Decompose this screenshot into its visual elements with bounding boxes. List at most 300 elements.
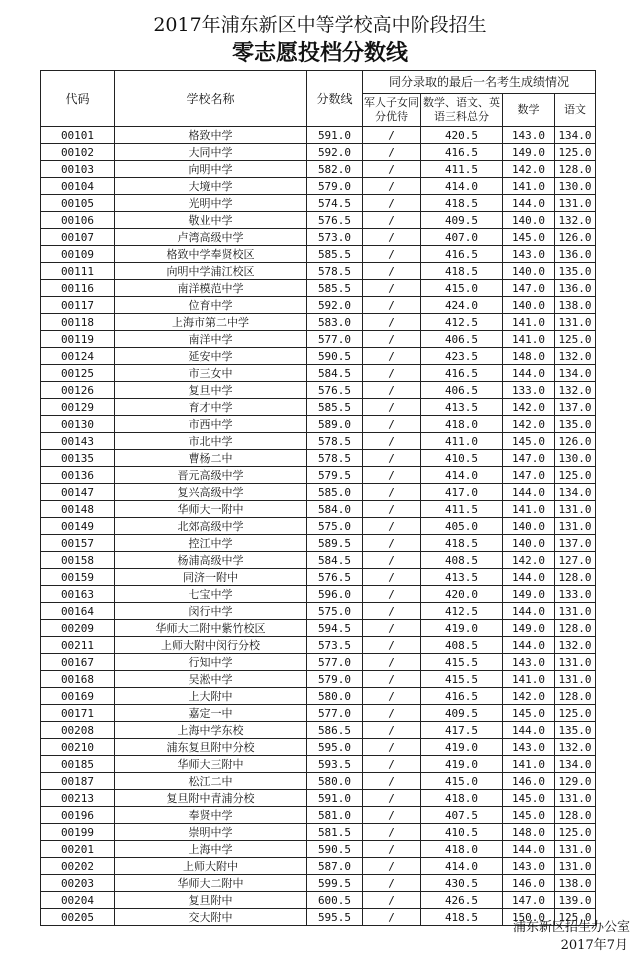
cell-total3: 412.5 — [421, 603, 503, 620]
cell-code: 00125 — [41, 365, 115, 382]
cell-school-name: 杨浦高级中学 — [115, 552, 307, 569]
cell-code: 00118 — [41, 314, 115, 331]
cell-code: 00119 — [41, 331, 115, 348]
cell-math: 144.0 — [503, 569, 555, 586]
cell-school-name: 交大附中 — [115, 909, 307, 926]
cell-chinese: 132.0 — [555, 212, 596, 229]
cell-math: 145.0 — [503, 433, 555, 450]
cell-chinese: 138.0 — [555, 875, 596, 892]
table-row — [41, 348, 596, 365]
cell-total3: 418.5 — [421, 535, 503, 552]
cell-code: 00104 — [41, 178, 115, 195]
cell-total3: 411.5 — [421, 501, 503, 518]
cell-chinese: 125.0 — [555, 705, 596, 722]
cell-chinese: 131.0 — [555, 841, 596, 858]
cell-military: / — [363, 552, 421, 569]
cell-code: 00101 — [41, 127, 115, 144]
cell-total3: 418.0 — [421, 841, 503, 858]
table-row — [41, 297, 596, 314]
cell-total3: 411.0 — [421, 433, 503, 450]
cell-military: / — [363, 773, 421, 790]
cell-chinese: 137.0 — [555, 399, 596, 416]
cell-math: 141.0 — [503, 178, 555, 195]
cell-score: 589.0 — [307, 416, 363, 433]
cell-military: / — [363, 790, 421, 807]
table-row — [41, 671, 596, 688]
cell-total3: 409.5 — [421, 212, 503, 229]
footer-office: 浦东新区招生办公室 — [512, 920, 630, 935]
table-row — [41, 433, 596, 450]
cell-total3: 406.5 — [421, 331, 503, 348]
cell-math: 140.0 — [503, 212, 555, 229]
cell-code: 00107 — [41, 229, 115, 246]
cell-code: 00147 — [41, 484, 115, 501]
cell-code: 00202 — [41, 858, 115, 875]
table-row — [41, 416, 596, 433]
cell-score: 589.5 — [307, 535, 363, 552]
table-row — [41, 552, 596, 569]
table-row — [41, 144, 596, 161]
cell-chinese: 136.0 — [555, 280, 596, 297]
cell-math: 141.0 — [503, 314, 555, 331]
cell-score: 578.5 — [307, 263, 363, 280]
cell-total3: 410.5 — [421, 450, 503, 467]
cell-school-name: 复兴高级中学 — [115, 484, 307, 501]
cell-military: / — [363, 841, 421, 858]
table-row — [41, 637, 596, 654]
cell-chinese: 128.0 — [555, 807, 596, 824]
cell-military: / — [363, 212, 421, 229]
cell-total3: 407.0 — [421, 229, 503, 246]
cell-code: 00163 — [41, 586, 115, 603]
cell-military: / — [363, 824, 421, 841]
cell-total3: 418.0 — [421, 416, 503, 433]
cell-total3: 416.5 — [421, 246, 503, 263]
header-math: 数学 — [503, 94, 555, 127]
cell-military: / — [363, 756, 421, 773]
cell-chinese: 131.0 — [555, 501, 596, 518]
cell-chinese: 134.0 — [555, 127, 596, 144]
cell-chinese: 125.0 — [555, 144, 596, 161]
cell-math: 140.0 — [503, 535, 555, 552]
cell-school-name: 格致中学奉贤校区 — [115, 246, 307, 263]
cell-military: / — [363, 892, 421, 909]
cell-math: 142.0 — [503, 688, 555, 705]
cell-math: 140.0 — [503, 518, 555, 535]
cell-score: 577.0 — [307, 331, 363, 348]
cell-total3: 416.5 — [421, 688, 503, 705]
cell-military: / — [363, 416, 421, 433]
cell-school-name: 北郊高级中学 — [115, 518, 307, 535]
cell-total3: 409.5 — [421, 705, 503, 722]
cell-code: 00196 — [41, 807, 115, 824]
cell-score: 578.5 — [307, 433, 363, 450]
cell-math: 143.0 — [503, 127, 555, 144]
table-row — [41, 280, 596, 297]
cell-math: 143.0 — [503, 739, 555, 756]
cell-school-name: 曹杨二中 — [115, 450, 307, 467]
cell-total3: 420.0 — [421, 586, 503, 603]
cell-military: / — [363, 127, 421, 144]
cell-score: 590.5 — [307, 348, 363, 365]
cell-military: / — [363, 688, 421, 705]
cell-chinese: 136.0 — [555, 246, 596, 263]
cell-code: 00213 — [41, 790, 115, 807]
cell-score: 584.5 — [307, 365, 363, 382]
cell-code: 00135 — [41, 450, 115, 467]
cell-school-name: 格致中学 — [115, 127, 307, 144]
cell-school-name: 市西中学 — [115, 416, 307, 433]
cell-military: / — [363, 654, 421, 671]
table-row — [41, 263, 596, 280]
cell-score: 573.5 — [307, 637, 363, 654]
cell-chinese: 134.0 — [555, 365, 596, 382]
cell-code: 00157 — [41, 535, 115, 552]
cell-school-name: 华师大二附中 — [115, 875, 307, 892]
cell-school-name: 行知中学 — [115, 654, 307, 671]
cell-score: 594.5 — [307, 620, 363, 637]
cell-math: 146.0 — [503, 875, 555, 892]
cell-math: 150.0 — [503, 909, 555, 926]
cell-chinese: 126.0 — [555, 229, 596, 246]
cell-code: 00106 — [41, 212, 115, 229]
cell-math: 144.0 — [503, 365, 555, 382]
cell-military: / — [363, 178, 421, 195]
cell-math: 144.0 — [503, 637, 555, 654]
cell-chinese: 132.0 — [555, 348, 596, 365]
cell-chinese: 129.0 — [555, 773, 596, 790]
cell-military: / — [363, 569, 421, 586]
cell-math: 143.0 — [503, 246, 555, 263]
cell-military: / — [363, 484, 421, 501]
cell-math: 140.0 — [503, 263, 555, 280]
cell-code: 00164 — [41, 603, 115, 620]
cell-chinese: 128.0 — [555, 161, 596, 178]
cell-total3: 418.5 — [421, 195, 503, 212]
cell-school-name: 位育中学 — [115, 297, 307, 314]
table-row — [41, 569, 596, 586]
cell-score: 584.0 — [307, 501, 363, 518]
cell-code: 00105 — [41, 195, 115, 212]
cell-chinese: 125.0 — [555, 824, 596, 841]
cell-school-name: 卢湾高级中学 — [115, 229, 307, 246]
cell-code: 00211 — [41, 637, 115, 654]
page-subtitle: 零志愿投档分数线 — [231, 41, 408, 66]
cell-school-name: 育才中学 — [115, 399, 307, 416]
cell-score: 580.0 — [307, 773, 363, 790]
cell-total3: 414.0 — [421, 178, 503, 195]
cell-school-name: 向明中学 — [115, 161, 307, 178]
cell-score: 599.5 — [307, 875, 363, 892]
cell-math: 148.0 — [503, 348, 555, 365]
cell-chinese: 132.0 — [555, 739, 596, 756]
cell-chinese: 130.0 — [555, 178, 596, 195]
table-row — [41, 399, 596, 416]
cell-math: 145.0 — [503, 229, 555, 246]
cell-chinese: 131.0 — [555, 603, 596, 620]
cell-math: 141.0 — [503, 501, 555, 518]
cell-score: 576.5 — [307, 212, 363, 229]
cell-military: / — [363, 297, 421, 314]
cell-total3: 430.5 — [421, 875, 503, 892]
cell-total3: 420.5 — [421, 127, 503, 144]
table-row — [41, 246, 596, 263]
cell-school-name: 市北中学 — [115, 433, 307, 450]
cell-score: 581.5 — [307, 824, 363, 841]
cell-total3: 418.5 — [421, 909, 503, 926]
cell-score: 581.0 — [307, 807, 363, 824]
cell-military: / — [363, 314, 421, 331]
cell-military: / — [363, 144, 421, 161]
cell-school-name: 华师大一附中 — [115, 501, 307, 518]
cell-score: 576.5 — [307, 382, 363, 399]
header-military: 军人子女同分优待 — [363, 94, 421, 127]
table-row — [41, 586, 596, 603]
cell-code: 00205 — [41, 909, 115, 926]
footer-date: 2017年7月 — [560, 938, 628, 953]
table-row — [41, 841, 596, 858]
cell-school-name: 吴淞中学 — [115, 671, 307, 688]
cell-math: 140.0 — [503, 297, 555, 314]
cell-total3: 408.5 — [421, 637, 503, 654]
cell-code: 00201 — [41, 841, 115, 858]
table-row — [41, 501, 596, 518]
cell-school-name: 华师大二附中紫竹校区 — [115, 620, 307, 637]
cell-code: 00149 — [41, 518, 115, 535]
table-row — [41, 331, 596, 348]
cell-total3: 411.5 — [421, 161, 503, 178]
cell-math: 144.0 — [503, 603, 555, 620]
cell-code: 00102 — [41, 144, 115, 161]
cell-score: 579.0 — [307, 178, 363, 195]
cell-school-name: 复旦附中青浦分校 — [115, 790, 307, 807]
cell-total3: 419.0 — [421, 739, 503, 756]
table-row — [41, 858, 596, 875]
cell-score: 595.5 — [307, 909, 363, 926]
table-row — [41, 195, 596, 212]
cell-chinese: 131.0 — [555, 671, 596, 688]
cell-chinese: 132.0 — [555, 382, 596, 399]
cell-math: 141.0 — [503, 331, 555, 348]
cell-score: 587.0 — [307, 858, 363, 875]
cell-code: 00171 — [41, 705, 115, 722]
cell-total3: 415.0 — [421, 773, 503, 790]
cell-math: 149.0 — [503, 144, 555, 161]
cell-math: 147.0 — [503, 467, 555, 484]
header-group: 同分录取的最后一名考生成绩情况 — [363, 71, 596, 94]
cell-school-name: 华师大三附中 — [115, 756, 307, 773]
cell-code: 00111 — [41, 263, 115, 280]
cell-school-name: 敬业中学 — [115, 212, 307, 229]
cell-score: 600.5 — [307, 892, 363, 909]
table-row — [41, 875, 596, 892]
cell-score: 585.5 — [307, 280, 363, 297]
cell-math: 144.0 — [503, 484, 555, 501]
cell-school-name: 同济一附中 — [115, 569, 307, 586]
cell-total3: 414.0 — [421, 858, 503, 875]
cell-code: 00208 — [41, 722, 115, 739]
cell-school-name: 市三女中 — [115, 365, 307, 382]
cell-school-name: 晋元高级中学 — [115, 467, 307, 484]
cell-military: / — [363, 161, 421, 178]
cell-code: 00143 — [41, 433, 115, 450]
cell-total3: 410.5 — [421, 824, 503, 841]
cell-school-name: 嘉定一中 — [115, 705, 307, 722]
cell-military: / — [363, 246, 421, 263]
cell-total3: 417.0 — [421, 484, 503, 501]
cell-military: / — [363, 909, 421, 926]
cell-code: 00209 — [41, 620, 115, 637]
cell-score: 591.0 — [307, 127, 363, 144]
cell-chinese: 138.0 — [555, 297, 596, 314]
cell-total3: 416.5 — [421, 365, 503, 382]
table-row — [41, 688, 596, 705]
cell-math: 142.0 — [503, 399, 555, 416]
cell-total3: 423.5 — [421, 348, 503, 365]
cell-military: / — [363, 280, 421, 297]
cell-school-name: 七宝中学 — [115, 586, 307, 603]
cell-math: 145.0 — [503, 807, 555, 824]
cell-chinese: 128.0 — [555, 620, 596, 637]
cell-military: / — [363, 195, 421, 212]
cell-code: 00129 — [41, 399, 115, 416]
cell-score: 578.5 — [307, 450, 363, 467]
table-row — [41, 229, 596, 246]
table-row — [41, 518, 596, 535]
cell-score: 573.0 — [307, 229, 363, 246]
header-school-name: 学校名称 — [115, 71, 307, 127]
cell-school-name: 南洋模范中学 — [115, 280, 307, 297]
cell-score: 583.0 — [307, 314, 363, 331]
header-total3: 数学、语文、英语三科总分 — [421, 94, 503, 127]
cell-code: 00167 — [41, 654, 115, 671]
cell-total3: 415.0 — [421, 280, 503, 297]
cell-school-name: 上海中学 — [115, 841, 307, 858]
cell-total3: 413.5 — [421, 399, 503, 416]
cell-total3: 426.5 — [421, 892, 503, 909]
cell-code: 00103 — [41, 161, 115, 178]
table-row — [41, 450, 596, 467]
cell-school-name: 复旦附中 — [115, 892, 307, 909]
cell-math: 144.0 — [503, 722, 555, 739]
cell-math: 144.0 — [503, 195, 555, 212]
table-row — [41, 824, 596, 841]
cell-chinese: 125.0 — [555, 331, 596, 348]
cell-score: 576.5 — [307, 569, 363, 586]
cell-code: 00130 — [41, 416, 115, 433]
cell-school-name: 上大附中 — [115, 688, 307, 705]
cell-math: 146.0 — [503, 773, 555, 790]
cell-chinese: 131.0 — [555, 790, 596, 807]
table-row — [41, 467, 596, 484]
cell-school-name: 大境中学 — [115, 178, 307, 195]
cell-military: / — [363, 858, 421, 875]
cell-math: 148.0 — [503, 824, 555, 841]
cell-chinese: 135.0 — [555, 263, 596, 280]
cell-code: 00185 — [41, 756, 115, 773]
cell-code: 00124 — [41, 348, 115, 365]
cell-school-name: 大同中学 — [115, 144, 307, 161]
table-row — [41, 807, 596, 824]
cell-school-name: 光明中学 — [115, 195, 307, 212]
cell-score: 584.5 — [307, 552, 363, 569]
table-row — [41, 620, 596, 637]
cell-score: 577.0 — [307, 654, 363, 671]
cell-school-name: 浦东复旦附中分校 — [115, 739, 307, 756]
cell-chinese: 130.0 — [555, 450, 596, 467]
header-chinese: 语文 — [555, 94, 596, 127]
cell-military: / — [363, 348, 421, 365]
cell-school-name: 复旦中学 — [115, 382, 307, 399]
table-row — [41, 790, 596, 807]
cell-score: 574.5 — [307, 195, 363, 212]
cell-math: 147.0 — [503, 892, 555, 909]
cell-math: 133.0 — [503, 382, 555, 399]
cell-code: 00109 — [41, 246, 115, 263]
cell-score: 579.0 — [307, 671, 363, 688]
cell-chinese: 125.0 — [555, 467, 596, 484]
cell-school-name: 奉贤中学 — [115, 807, 307, 824]
cell-code: 00136 — [41, 467, 115, 484]
cell-score: 591.0 — [307, 790, 363, 807]
cell-military: / — [363, 263, 421, 280]
cell-chinese: 131.0 — [555, 858, 596, 875]
cell-school-name: 向明中学浦江校区 — [115, 263, 307, 280]
cell-score: 579.5 — [307, 467, 363, 484]
cell-chinese: 128.0 — [555, 688, 596, 705]
cell-score: 582.0 — [307, 161, 363, 178]
table-row — [41, 739, 596, 756]
cell-school-name: 上海中学东校 — [115, 722, 307, 739]
table-row — [41, 382, 596, 399]
cell-total3: 417.5 — [421, 722, 503, 739]
cell-math: 141.0 — [503, 756, 555, 773]
cell-score: 596.0 — [307, 586, 363, 603]
cell-total3: 407.5 — [421, 807, 503, 824]
cell-math: 142.0 — [503, 161, 555, 178]
cell-code: 00159 — [41, 569, 115, 586]
cell-total3: 416.5 — [421, 144, 503, 161]
cell-score: 595.0 — [307, 739, 363, 756]
cell-military: / — [363, 501, 421, 518]
cell-total3: 418.0 — [421, 790, 503, 807]
cell-total3: 424.0 — [421, 297, 503, 314]
score-table — [40, 70, 596, 926]
cell-code: 00116 — [41, 280, 115, 297]
cell-chinese: 135.0 — [555, 722, 596, 739]
table-row — [41, 756, 596, 773]
cell-military: / — [363, 671, 421, 688]
table-row — [41, 603, 596, 620]
table-row — [41, 314, 596, 331]
cell-military: / — [363, 450, 421, 467]
cell-military: / — [363, 467, 421, 484]
cell-school-name: 崇明中学 — [115, 824, 307, 841]
cell-school-name: 松江二中 — [115, 773, 307, 790]
cell-chinese: 131.0 — [555, 518, 596, 535]
cell-total3: 414.0 — [421, 467, 503, 484]
cell-school-name: 延安中学 — [115, 348, 307, 365]
table-row — [41, 161, 596, 178]
cell-military: / — [363, 229, 421, 246]
cell-math: 143.0 — [503, 654, 555, 671]
cell-military: / — [363, 433, 421, 450]
cell-chinese: 134.0 — [555, 756, 596, 773]
cell-military: / — [363, 637, 421, 654]
table-row — [41, 212, 596, 229]
page-title: 2017年浦东新区中等学校高中阶段招生 — [153, 14, 487, 36]
cell-total3: 418.5 — [421, 263, 503, 280]
